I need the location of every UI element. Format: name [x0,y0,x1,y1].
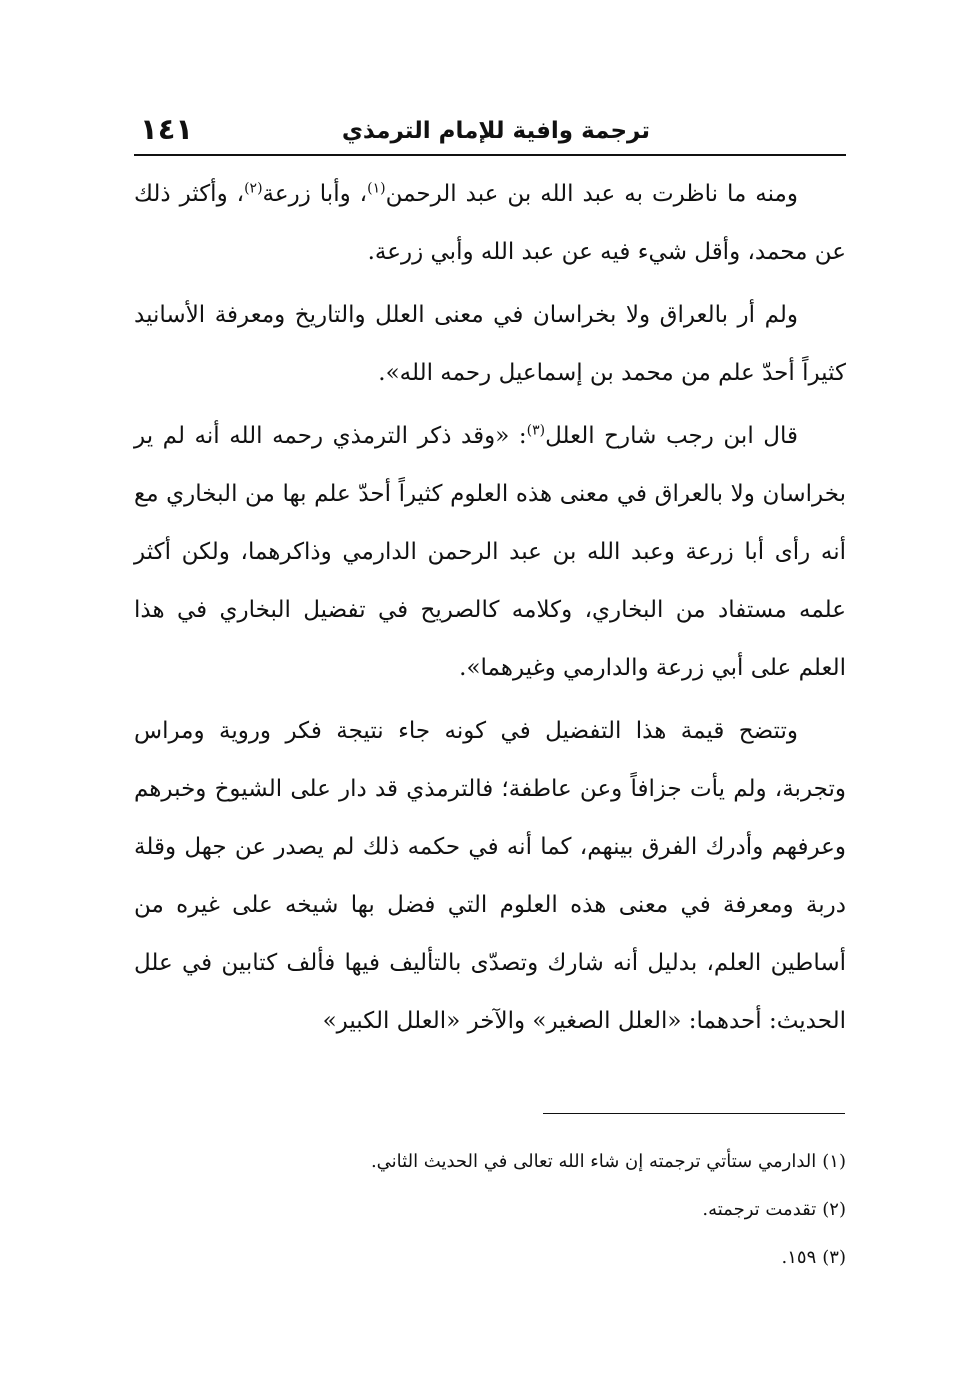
paragraph-3-text-b: : «وقد ذكر الترمذي رحمه الله أنه لم ير بخراسان ولا بالعراق في معنى هذه العلوم كثيراً أحدّ علم بها من البخاري مع أنه رأى أبا زرعة وعبد الله بن عبد الرحمن الدارمي وذاكرهما، ولكن أكثر علمه مستفاد من البخاري، وكلامه كالصريح في تفضيل البخاري في هذا العلم على أبي زرعة والدارمي وغيرهما». [134,423,846,681]
paragraph-3-text-a: قال ابن رجب شارح العلل [545,423,798,449]
main-text [134,165,846,1055]
footnote-ref-1[interactable]: (١) [367,180,386,197]
footnote-number: (٣) [822,1247,846,1268]
footnote-text: ١٥٩. [781,1247,817,1268]
running-header [134,110,846,156]
page-number: ١٤١ [140,112,194,146]
footnote-3 [134,1236,846,1284]
footnote-number: (٢) [822,1199,846,1220]
paragraph-1-text-b: ، وأبا زرعة [262,181,368,207]
footnote-1 [134,1140,846,1188]
paragraph-1-text-c: ، وأكثر ذلك عن محمد، وأقل شيء فيه عن عبد الله وأبي زرعة. [134,181,846,265]
footnote-rule [543,1113,845,1114]
footnote-number: (١) [822,1151,846,1172]
paragraph-1 [134,165,846,281]
footnote-text: الدارمي ستأتي ترجمته إن شاء الله تعالى في الحديث الثاني. [370,1151,817,1172]
paragraph-4: وتتضح قيمة هذا التفضيل في كونه جاء نتيجة فكر وروية ومراس وتجربة، ولم يأت جزافاً وعن عاطفة؛ فالترمذي قد دار على الشيوخ وخبرهم وعرفهم وأدرك الفرق بينهم، كما أنه في حكمه ذلك لم يصدر عن جهل وقلة دربة ومعرفة في معنى هذه العلوم التي فضل بها شيخه على غيره من أساطين العلم، بدليل أنه شارك وتصدّى بالتأليف فيها فألف كتابين في علل الحديث: أحدهما: «العلل الصغير» والآخر «العلل الكبير» [134,718,846,1034]
footnote-text: تقدمت ترجمته. [702,1199,817,1220]
footnote-ref-3[interactable]: (٣) [526,422,546,439]
footnote-2 [134,1188,846,1236]
header-rule [134,154,846,156]
running-title: ترجمة وافية للإمام الترمذي [341,118,650,144]
footnotes [134,1140,846,1284]
paragraph-2: ولم أر بالعراق ولا بخراسان في معنى العلل والتاريخ ومعرفة الأسانيد كثيراً أحدّ علم من محمد بن إسماعيل رحمه الله». [134,302,846,386]
footnote-ref-2[interactable]: (٢) [244,180,263,197]
paragraph-1-text-a: ومنه ما ناظرت به عبد الله بن عبد الرحمن [385,181,798,207]
paragraph-3 [134,407,846,697]
